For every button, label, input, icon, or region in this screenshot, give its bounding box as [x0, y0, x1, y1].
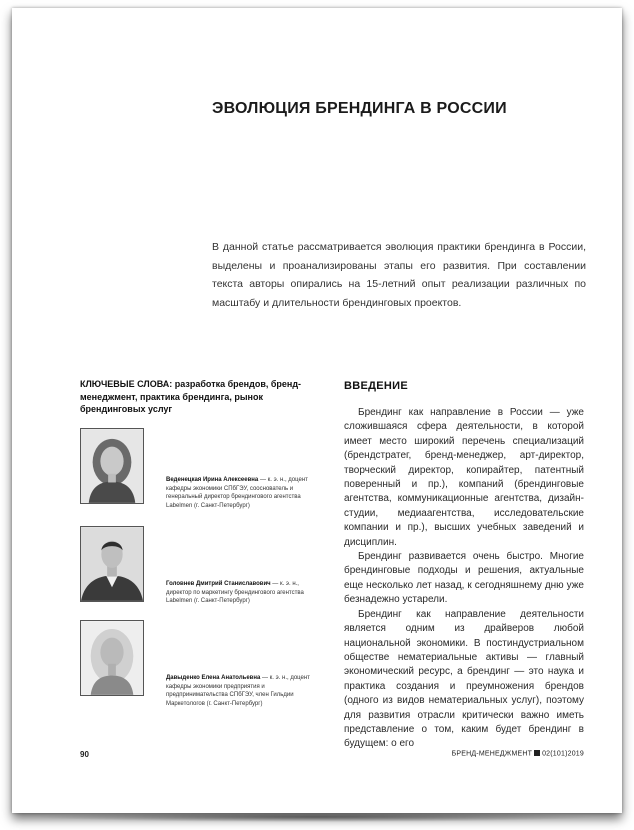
author-bio-2 — [166, 580, 322, 606]
author-portrait-woman-icon — [81, 429, 143, 503]
author-portrait-man-icon — [81, 527, 143, 601]
author-photo-2 — [80, 526, 144, 602]
author-description-1: — к. э. н., доцент кафедры экономики СПбГЭУ, сооснователь и генеральный директор брендингового агентства Labelmen (г. Санкт-Петербург) — [166, 477, 308, 509]
author-name-3: Давыденко Елена Анатольевна — [166, 675, 261, 681]
section-heading: ВВЕДЕНИЕ — [344, 380, 408, 392]
author-name-1: Веденецкая Ирина Алексеевна — [166, 477, 259, 483]
keywords-block — [80, 378, 325, 416]
article-body — [344, 406, 584, 752]
author-portrait-woman-icon — [81, 621, 143, 695]
author-name-2: Головнев Дмитрий Станиславович — [166, 581, 271, 587]
author-bio-3 — [166, 674, 322, 708]
page-number: 90 — [80, 750, 89, 759]
author-photo-3 — [80, 620, 144, 696]
author-photo-1 — [80, 428, 144, 504]
author-description-3: — к. э. н., доцент кафедры экономики предприятия и предпринимательства СПбГЭУ, член Гильдии Маркетологов (г. Санкт-Петербург) — [166, 675, 310, 707]
article-title: ЭВОЛЮЦИЯ БРЕНДИНГА В РОССИИ — [212, 100, 507, 117]
square-bullet-icon — [534, 750, 540, 756]
body-paragraph-3: Брендинг как направление деятельности является одним из драйверов любой национальной экономики. В постиндустриальном обществе нематериальные активы — главный экономический ресурс, а брендинг — это наука и практика создания и преумножения брендов (одного из видов нематериальных услуг), поэтому для развития отрасли критически важно иметь представление о том, каким будет брендинг в будущем: о его — [344, 608, 584, 750]
author-description-2: — к. э. н., директор по маркетингу брендингового агентства Labelmen (г. Санкт-Петербург) — [166, 581, 304, 605]
body-paragraph-1: Брендинг как направление в России — уже сложившаяся сфера деятельности, в которой имеет место широкий перечень специализаций (брендстратег, бренд-менеджер, арт-директор, творческий директор, копирайтер, патентный поверенный и пр.), компаний (брендинговые агентства, коммуникационные агентства, дизайн-студии, медиаагентства, исследовательские компании и пр.), высших учебных заведений и дисциплин. — [344, 407, 584, 548]
journal-name: БРЕНД-МЕНЕДЖМЕНТ — [451, 750, 533, 758]
page-shadow — [36, 812, 596, 822]
keywords-text: разработка брендов, бренд-менеджмент, практика брендинга, рынок брендинговых услуг — [80, 379, 302, 414]
body-paragraph-2: Брендинг развивается очень быстро. Многие брендинговые подходы и решения, актуальные еще несколько лет назад, к сегодняшнему дню уже безнадежно устарели. — [344, 551, 584, 606]
journal-footer — [452, 750, 584, 758]
article-abstract: В данной статье рассматривается эволюция практики брендинга в России, выделены и проанализированы этапы его развития. При составлении текста авторы опирались на 15-летний опыт реализации различных по масштабу и длительности брендинговых проектов. — [212, 241, 586, 309]
journal-issue: 02(101)2019 — [542, 750, 584, 758]
keywords-label: КЛЮЧЕВЫЕ СЛОВА: — [80, 379, 173, 389]
author-bio-1 — [166, 476, 322, 510]
